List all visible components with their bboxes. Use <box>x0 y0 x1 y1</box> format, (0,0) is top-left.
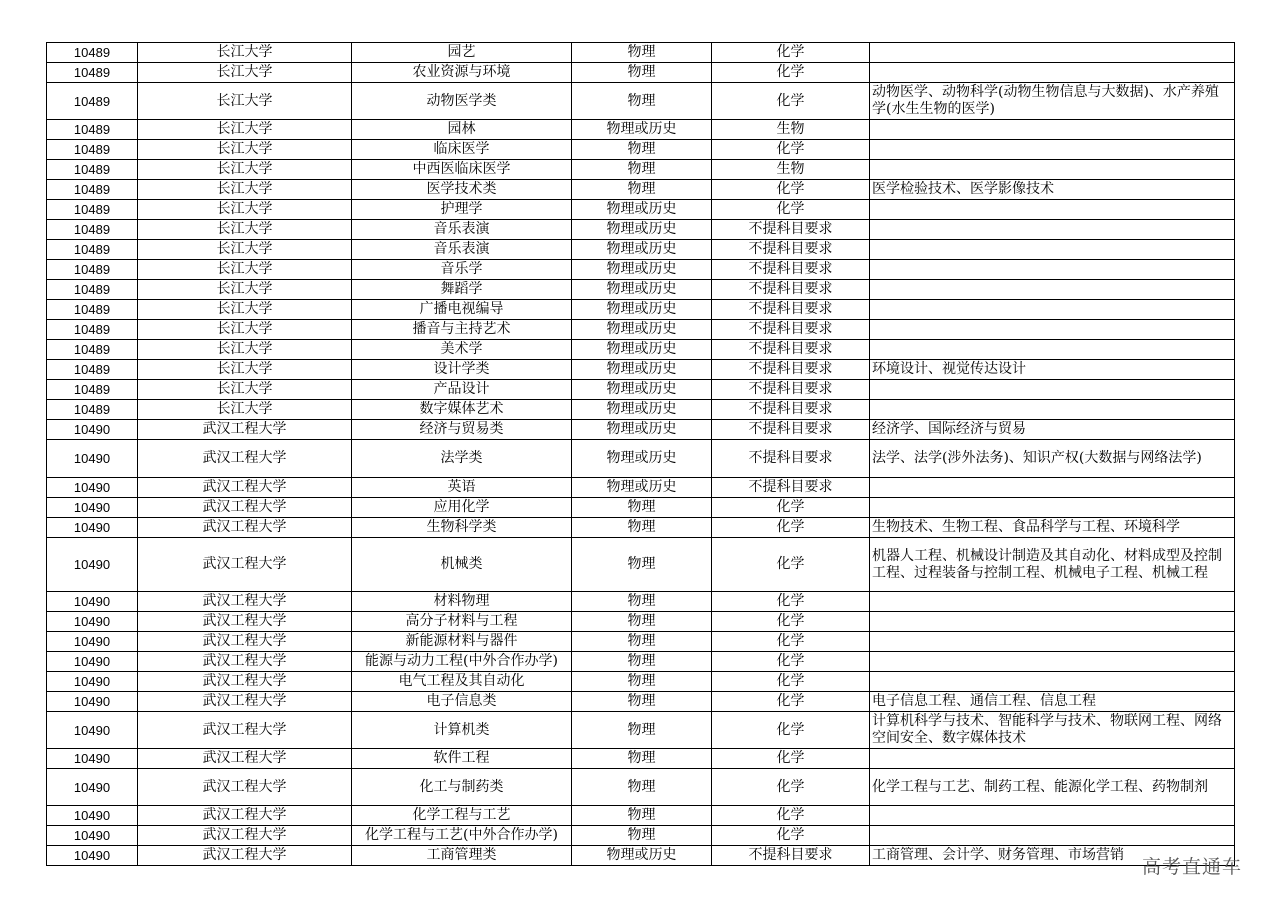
cell-major: 高分子材料与工程 <box>352 612 572 632</box>
cell-code: 10490 <box>47 712 138 749</box>
cell-second: 化学 <box>712 592 870 612</box>
cell-school: 武汉工程大学 <box>138 592 352 612</box>
table-row <box>47 400 1235 420</box>
cell-code: 10489 <box>47 63 138 83</box>
cell-note <box>870 280 1235 300</box>
cell-second: 不提科目要求 <box>712 478 870 498</box>
cell-first: 物理 <box>572 160 712 180</box>
cell-code: 10489 <box>47 120 138 140</box>
table-row <box>47 692 1235 712</box>
table-row <box>47 672 1235 692</box>
cell-major: 美术学 <box>352 340 572 360</box>
cell-note <box>870 43 1235 63</box>
cell-school: 长江大学 <box>138 160 352 180</box>
cell-school: 长江大学 <box>138 280 352 300</box>
cell-major: 舞蹈学 <box>352 280 572 300</box>
table-row <box>47 260 1235 280</box>
cell-code: 10489 <box>47 180 138 200</box>
table-row <box>47 749 1235 769</box>
cell-note <box>870 140 1235 160</box>
cell-school: 长江大学 <box>138 260 352 280</box>
cell-second: 化学 <box>712 632 870 652</box>
cell-note <box>870 672 1235 692</box>
cell-major: 材料物理 <box>352 592 572 612</box>
cell-major: 广播电视编导 <box>352 300 572 320</box>
cell-school: 武汉工程大学 <box>138 652 352 672</box>
cell-school: 武汉工程大学 <box>138 498 352 518</box>
cell-major: 工商管理类 <box>352 846 572 866</box>
cell-first: 物理 <box>572 769 712 806</box>
cell-code: 10490 <box>47 652 138 672</box>
cell-school: 武汉工程大学 <box>138 672 352 692</box>
table-row <box>47 280 1235 300</box>
cell-school: 长江大学 <box>138 300 352 320</box>
table-row <box>47 518 1235 538</box>
cell-major: 动物医学类 <box>352 83 572 120</box>
cell-major: 园艺 <box>352 43 572 63</box>
cell-first: 物理 <box>572 180 712 200</box>
cell-note: 计算机科学与技术、智能科学与技术、物联网工程、网络空间安全、数字媒体技术 <box>870 712 1235 749</box>
table-row <box>47 632 1235 652</box>
cell-first: 物理或历史 <box>572 400 712 420</box>
cell-code: 10489 <box>47 200 138 220</box>
cell-code: 10489 <box>47 400 138 420</box>
cell-note <box>870 63 1235 83</box>
cell-first: 物理 <box>572 83 712 120</box>
cell-first: 物理 <box>572 672 712 692</box>
cell-second: 化学 <box>712 712 870 749</box>
cell-code: 10489 <box>47 83 138 120</box>
cell-school: 长江大学 <box>138 120 352 140</box>
cell-second: 化学 <box>712 652 870 672</box>
cell-major: 法学类 <box>352 440 572 478</box>
cell-first: 物理或历史 <box>572 240 712 260</box>
cell-code: 10490 <box>47 692 138 712</box>
cell-note: 动物医学、动物科学(动物生物信息与大数据)、水产养殖学(水生生物的医学) <box>870 83 1235 120</box>
cell-note <box>870 220 1235 240</box>
cell-first: 物理或历史 <box>572 360 712 380</box>
table-row <box>47 43 1235 63</box>
table-row <box>47 200 1235 220</box>
cell-major: 计算机类 <box>352 712 572 749</box>
cell-school: 武汉工程大学 <box>138 440 352 478</box>
cell-second: 生物 <box>712 120 870 140</box>
cell-school: 长江大学 <box>138 43 352 63</box>
cell-note <box>870 612 1235 632</box>
cell-second: 化学 <box>712 200 870 220</box>
cell-code: 10489 <box>47 260 138 280</box>
table-row <box>47 538 1235 592</box>
cell-code: 10489 <box>47 220 138 240</box>
cell-school: 武汉工程大学 <box>138 632 352 652</box>
cell-second: 化学 <box>712 518 870 538</box>
table-body <box>47 43 1235 866</box>
cell-code: 10490 <box>47 632 138 652</box>
table-row <box>47 652 1235 672</box>
table-row <box>47 180 1235 200</box>
cell-code: 10489 <box>47 300 138 320</box>
cell-code: 10489 <box>47 320 138 340</box>
cell-note: 医学检验技术、医学影像技术 <box>870 180 1235 200</box>
cell-school: 武汉工程大学 <box>138 518 352 538</box>
cell-second: 不提科目要求 <box>712 280 870 300</box>
cell-first: 物理或历史 <box>572 320 712 340</box>
cell-second: 不提科目要求 <box>712 340 870 360</box>
cell-note <box>870 498 1235 518</box>
cell-school: 武汉工程大学 <box>138 712 352 749</box>
cell-major: 化工与制药类 <box>352 769 572 806</box>
cell-second: 化学 <box>712 83 870 120</box>
cell-note <box>870 652 1235 672</box>
cell-major: 化学工程与工艺(中外合作办学) <box>352 826 572 846</box>
cell-code: 10490 <box>47 612 138 632</box>
cell-first: 物理 <box>572 749 712 769</box>
cell-major: 新能源材料与器件 <box>352 632 572 652</box>
cell-school: 武汉工程大学 <box>138 806 352 826</box>
cell-first: 物理或历史 <box>572 846 712 866</box>
cell-note: 工商管理、会计学、财务管理、市场营销 <box>870 846 1235 866</box>
cell-note <box>870 826 1235 846</box>
table-row <box>47 420 1235 440</box>
cell-first: 物理或历史 <box>572 420 712 440</box>
watermark-text: 高考直通车 <box>1142 856 1243 878</box>
cell-code: 10490 <box>47 806 138 826</box>
cell-school: 武汉工程大学 <box>138 769 352 806</box>
cell-second: 不提科目要求 <box>712 440 870 478</box>
cell-note <box>870 400 1235 420</box>
cell-major: 经济与贸易类 <box>352 420 572 440</box>
table-row <box>47 826 1235 846</box>
cell-code: 10490 <box>47 420 138 440</box>
table-row <box>47 320 1235 340</box>
cell-major: 园林 <box>352 120 572 140</box>
cell-major: 设计学类 <box>352 360 572 380</box>
cell-code: 10490 <box>47 518 138 538</box>
cell-first: 物理 <box>572 592 712 612</box>
cell-second: 化学 <box>712 749 870 769</box>
cell-second: 不提科目要求 <box>712 260 870 280</box>
cell-first: 物理 <box>572 538 712 592</box>
cell-code: 10490 <box>47 672 138 692</box>
cell-second: 化学 <box>712 769 870 806</box>
cell-second: 不提科目要求 <box>712 846 870 866</box>
cell-code: 10489 <box>47 360 138 380</box>
cell-school: 武汉工程大学 <box>138 846 352 866</box>
cell-school: 长江大学 <box>138 180 352 200</box>
cell-first: 物理或历史 <box>572 478 712 498</box>
cell-major: 英语 <box>352 478 572 498</box>
cell-second: 不提科目要求 <box>712 360 870 380</box>
cell-school: 武汉工程大学 <box>138 612 352 632</box>
cell-note <box>870 632 1235 652</box>
table-row <box>47 63 1235 83</box>
cell-second: 生物 <box>712 160 870 180</box>
cell-code: 10489 <box>47 380 138 400</box>
cell-note: 电子信息工程、通信工程、信息工程 <box>870 692 1235 712</box>
cell-second: 化学 <box>712 538 870 592</box>
cell-note <box>870 160 1235 180</box>
cell-first: 物理 <box>572 140 712 160</box>
table-row <box>47 83 1235 120</box>
cell-major: 能源与动力工程(中外合作办学) <box>352 652 572 672</box>
cell-major: 电子信息类 <box>352 692 572 712</box>
table-row <box>47 806 1235 826</box>
cell-first: 物理 <box>572 612 712 632</box>
cell-code: 10489 <box>47 280 138 300</box>
cell-first: 物理 <box>572 692 712 712</box>
cell-second: 化学 <box>712 806 870 826</box>
cell-second: 化学 <box>712 180 870 200</box>
cell-first: 物理或历史 <box>572 200 712 220</box>
table-row <box>47 769 1235 806</box>
cell-second: 化学 <box>712 692 870 712</box>
table-row <box>47 712 1235 749</box>
cell-major: 化学工程与工艺 <box>352 806 572 826</box>
cell-second: 不提科目要求 <box>712 380 870 400</box>
cell-note: 化学工程与工艺、制药工程、能源化学工程、药物制剂 <box>870 769 1235 806</box>
cell-note <box>870 200 1235 220</box>
cell-first: 物理或历史 <box>572 300 712 320</box>
cell-major: 机械类 <box>352 538 572 592</box>
cell-second: 化学 <box>712 43 870 63</box>
cell-code: 10490 <box>47 826 138 846</box>
table-row <box>47 160 1235 180</box>
cell-first: 物理或历史 <box>572 280 712 300</box>
cell-second: 不提科目要求 <box>712 420 870 440</box>
cell-note <box>870 592 1235 612</box>
cell-major: 中西医临床医学 <box>352 160 572 180</box>
subject-requirements-table <box>46 42 1235 866</box>
cell-code: 10490 <box>47 498 138 518</box>
cell-first: 物理 <box>572 652 712 672</box>
cell-note <box>870 240 1235 260</box>
cell-school: 武汉工程大学 <box>138 478 352 498</box>
cell-note <box>870 300 1235 320</box>
table-row <box>47 220 1235 240</box>
cell-major: 音乐表演 <box>352 220 572 240</box>
cell-school: 武汉工程大学 <box>138 538 352 592</box>
cell-second: 不提科目要求 <box>712 400 870 420</box>
cell-note: 法学、法学(涉外法务)、知识产权(大数据与网络法学) <box>870 440 1235 478</box>
cell-school: 长江大学 <box>138 83 352 120</box>
cell-code: 10489 <box>47 160 138 180</box>
cell-note <box>870 120 1235 140</box>
table-row <box>47 340 1235 360</box>
cell-first: 物理或历史 <box>572 380 712 400</box>
table-row <box>47 300 1235 320</box>
cell-school: 武汉工程大学 <box>138 692 352 712</box>
cell-second: 化学 <box>712 672 870 692</box>
cell-major: 医学技术类 <box>352 180 572 200</box>
cell-second: 化学 <box>712 63 870 83</box>
cell-note <box>870 340 1235 360</box>
cell-school: 长江大学 <box>138 360 352 380</box>
cell-code: 10490 <box>47 538 138 592</box>
cell-code: 10490 <box>47 440 138 478</box>
cell-note <box>870 320 1235 340</box>
cell-second: 化学 <box>712 140 870 160</box>
cell-first: 物理或历史 <box>572 220 712 240</box>
cell-first: 物理 <box>572 806 712 826</box>
cell-note <box>870 260 1235 280</box>
cell-school: 武汉工程大学 <box>138 749 352 769</box>
cell-code: 10489 <box>47 340 138 360</box>
cell-major: 软件工程 <box>352 749 572 769</box>
cell-major: 生物科学类 <box>352 518 572 538</box>
cell-code: 10489 <box>47 43 138 63</box>
cell-first: 物理或历史 <box>572 440 712 478</box>
cell-code: 10489 <box>47 140 138 160</box>
cell-first: 物理 <box>572 63 712 83</box>
cell-code: 10490 <box>47 749 138 769</box>
cell-first: 物理 <box>572 43 712 63</box>
cell-code: 10490 <box>47 478 138 498</box>
table-row <box>47 120 1235 140</box>
cell-code: 10490 <box>47 846 138 866</box>
cell-note: 生物技术、生物工程、食品科学与工程、环境科学 <box>870 518 1235 538</box>
cell-major: 音乐学 <box>352 260 572 280</box>
table-row <box>47 612 1235 632</box>
table-row <box>47 592 1235 612</box>
cell-school: 长江大学 <box>138 140 352 160</box>
cell-first: 物理 <box>572 518 712 538</box>
cell-second: 化学 <box>712 612 870 632</box>
cell-school: 长江大学 <box>138 320 352 340</box>
cell-note <box>870 380 1235 400</box>
cell-code: 10489 <box>47 240 138 260</box>
cell-second: 不提科目要求 <box>712 240 870 260</box>
cell-major: 数字媒体艺术 <box>352 400 572 420</box>
cell-school: 武汉工程大学 <box>138 420 352 440</box>
cell-school: 长江大学 <box>138 220 352 240</box>
cell-major: 农业资源与环境 <box>352 63 572 83</box>
cell-first: 物理 <box>572 632 712 652</box>
cell-school: 长江大学 <box>138 240 352 260</box>
cell-second: 不提科目要求 <box>712 220 870 240</box>
cell-second: 化学 <box>712 826 870 846</box>
cell-note: 机器人工程、机械设计制造及其自动化、材料成型及控制工程、过程装备与控制工程、机械电子工程、机械工程 <box>870 538 1235 592</box>
cell-first: 物理 <box>572 498 712 518</box>
cell-first: 物理或历史 <box>572 340 712 360</box>
cell-first: 物理或历史 <box>572 120 712 140</box>
cell-first: 物理 <box>572 826 712 846</box>
cell-major: 播音与主持艺术 <box>352 320 572 340</box>
cell-note <box>870 478 1235 498</box>
cell-major: 临床医学 <box>352 140 572 160</box>
cell-major: 音乐表演 <box>352 240 572 260</box>
cell-note: 经济学、国际经济与贸易 <box>870 420 1235 440</box>
cell-code: 10490 <box>47 769 138 806</box>
cell-major: 电气工程及其自动化 <box>352 672 572 692</box>
cell-school: 长江大学 <box>138 400 352 420</box>
table-row <box>47 440 1235 478</box>
cell-second: 不提科目要求 <box>712 300 870 320</box>
cell-first: 物理或历史 <box>572 260 712 280</box>
table-row <box>47 360 1235 380</box>
cell-major: 护理学 <box>352 200 572 220</box>
table-row <box>47 846 1235 866</box>
cell-second: 不提科目要求 <box>712 320 870 340</box>
cell-second: 化学 <box>712 498 870 518</box>
cell-note <box>870 749 1235 769</box>
cell-school: 长江大学 <box>138 63 352 83</box>
cell-school: 长江大学 <box>138 340 352 360</box>
cell-school: 武汉工程大学 <box>138 826 352 846</box>
table-row <box>47 380 1235 400</box>
table-row <box>47 478 1235 498</box>
table-row <box>47 140 1235 160</box>
cell-major: 产品设计 <box>352 380 572 400</box>
cell-note <box>870 806 1235 826</box>
cell-first: 物理 <box>572 712 712 749</box>
table-row <box>47 240 1235 260</box>
cell-school: 长江大学 <box>138 380 352 400</box>
cell-note: 环境设计、视觉传达设计 <box>870 360 1235 380</box>
cell-school: 长江大学 <box>138 200 352 220</box>
table-row <box>47 498 1235 518</box>
cell-major: 应用化学 <box>352 498 572 518</box>
cell-code: 10490 <box>47 592 138 612</box>
